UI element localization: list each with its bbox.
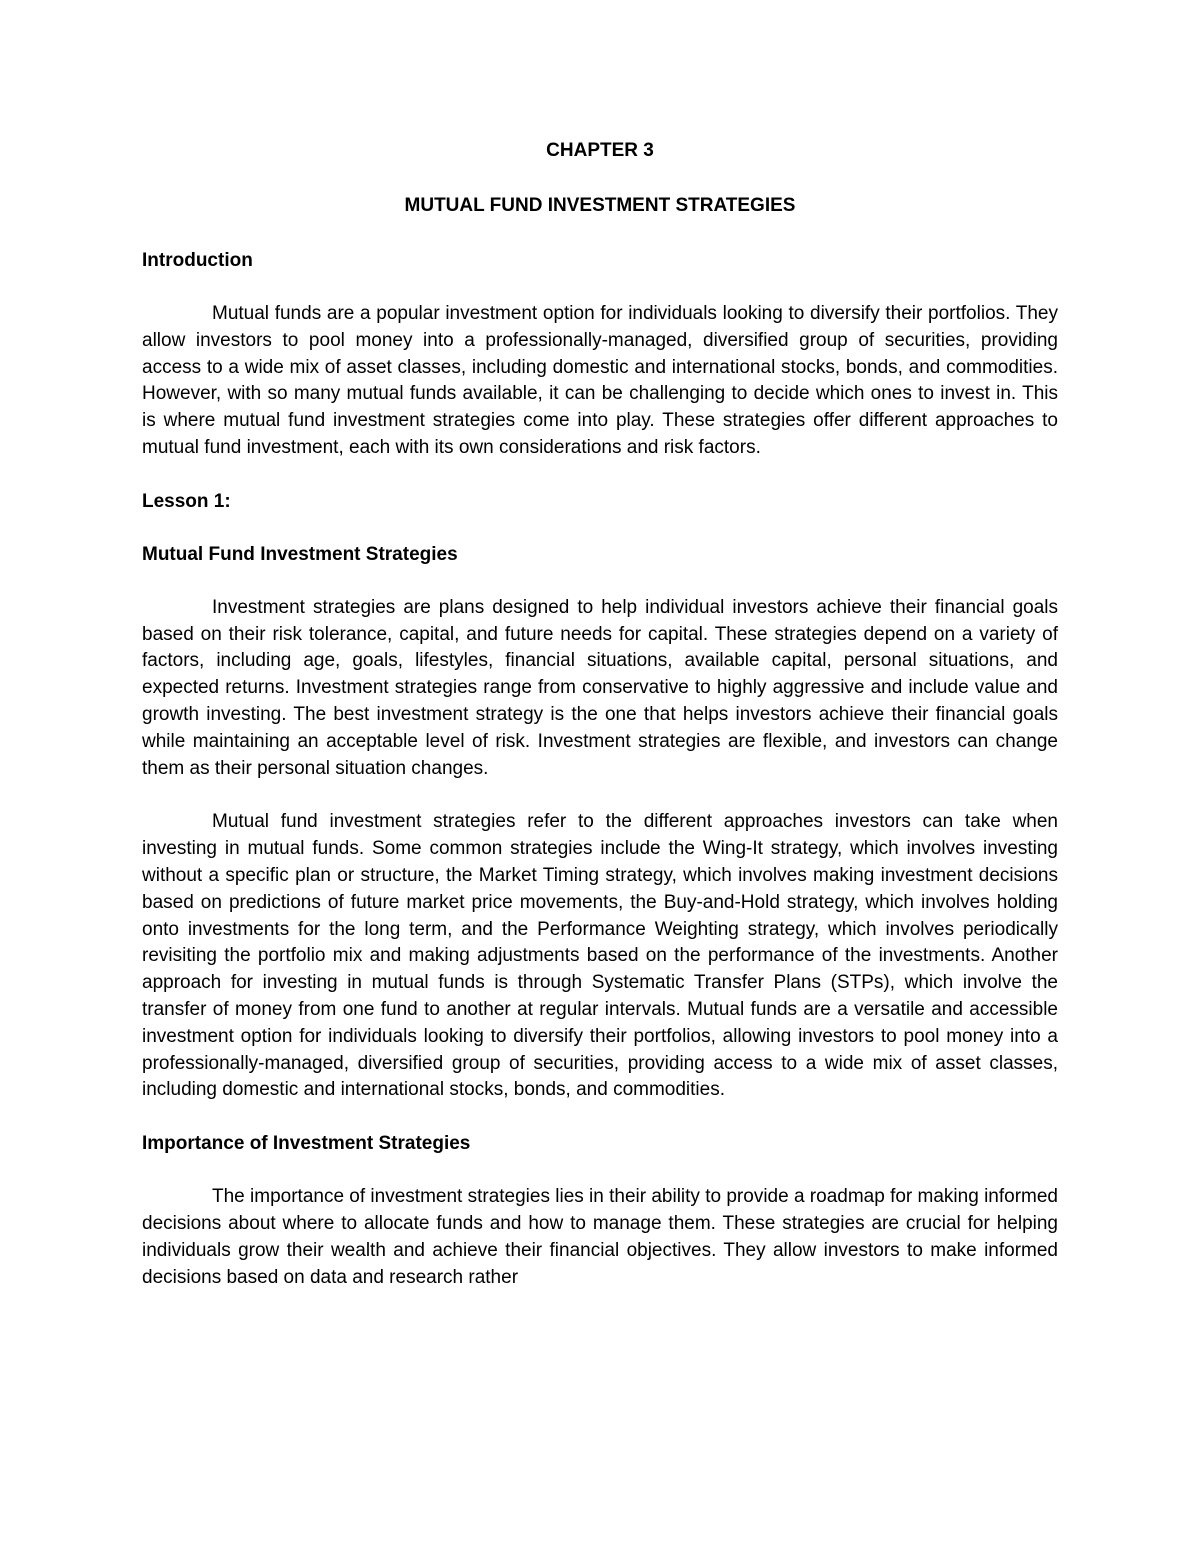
importance-paragraph: The importance of investment strategies lies in their ability to provide a roadmap for making informed decisions about where to allocate funds and how to manage them. These strategies are crucial for helping individuals grow their wealth and achieve their financial objectives. They allow investors to make informed decisions based on data and research rather [142,1186,1058,1288]
document-page [142,138,1058,1318]
introduction-paragraph: Mutual funds are a popular investment option for individuals looking to diversify their portfolios. They allow investors to pool money into a professionally-managed, diversified group of securities, providing access to a wide mix of asset classes, including domestic and international stocks, bonds, and commodities. However, with so many mutual funds available, it can be challenging to decide which ones to invest in. This is where mutual fund investment strategies come into play. These strategies offer different approaches to mutual fund investment, each with its own considerations and risk factors. [142,303,1058,458]
strategies-paragraph-1: Investment strategies are plans designed to help individual investors achieve their financial goals based on their risk tolerance, capital, and future needs for capital. These strategies depend on a variety of factors, including age, goals, lifestyles, financial situations, available capital, personal situations, and expected returns. Investment strategies range from conservative to highly aggressive and include value and growth investing. The best investment strategy is the one that helps investors achieve their financial goals while maintaining an acceptable level of risk. Investment strategies are flexible, and investors can change them as their personal situation changes. [142,596,1058,779]
strategies-paragraph-2: Mutual fund investment strategies refer to the different approaches investors can take when investing in mutual funds. Some common strategies include the Wing-It strategy, which involves investing without a specific plan or structure, the Market Timing strategy, which involves making investment decisions based on predictions of future market price movements, the Buy-and-Hold strategy, which involves holding onto investments for the long term, and the Performance Weighting strategy, which involves periodically revisiting the portfolio mix and making adjustments based on the performance of the investments. Another approach for investing in mutual funds is through Systematic Transfer Plans (STPs), which involve the transfer of money from one fund to another at regular intervals. Mutual funds are a versatile and accessible investment option for individuals looking to diversify their portfolios, allowing investors to pool money into a professionally-managed, diversified group of securities, providing access to a wide mix of asset classes, including domestic and international stocks, bonds, and commodities. [142,811,1058,1101]
section-heading-strategies: Mutual Fund Investment Strategies [142,543,458,565]
section-heading-importance: Importance of Investment Strategies [142,1133,471,1155]
chapter-label: CHAPTER 3 [546,140,654,161]
document-title: MUTUAL FUND INVESTMENT STRATEGIES [404,195,796,216]
introduction-heading: Introduction [142,250,253,271]
lesson-heading: Lesson 1: [142,490,231,512]
